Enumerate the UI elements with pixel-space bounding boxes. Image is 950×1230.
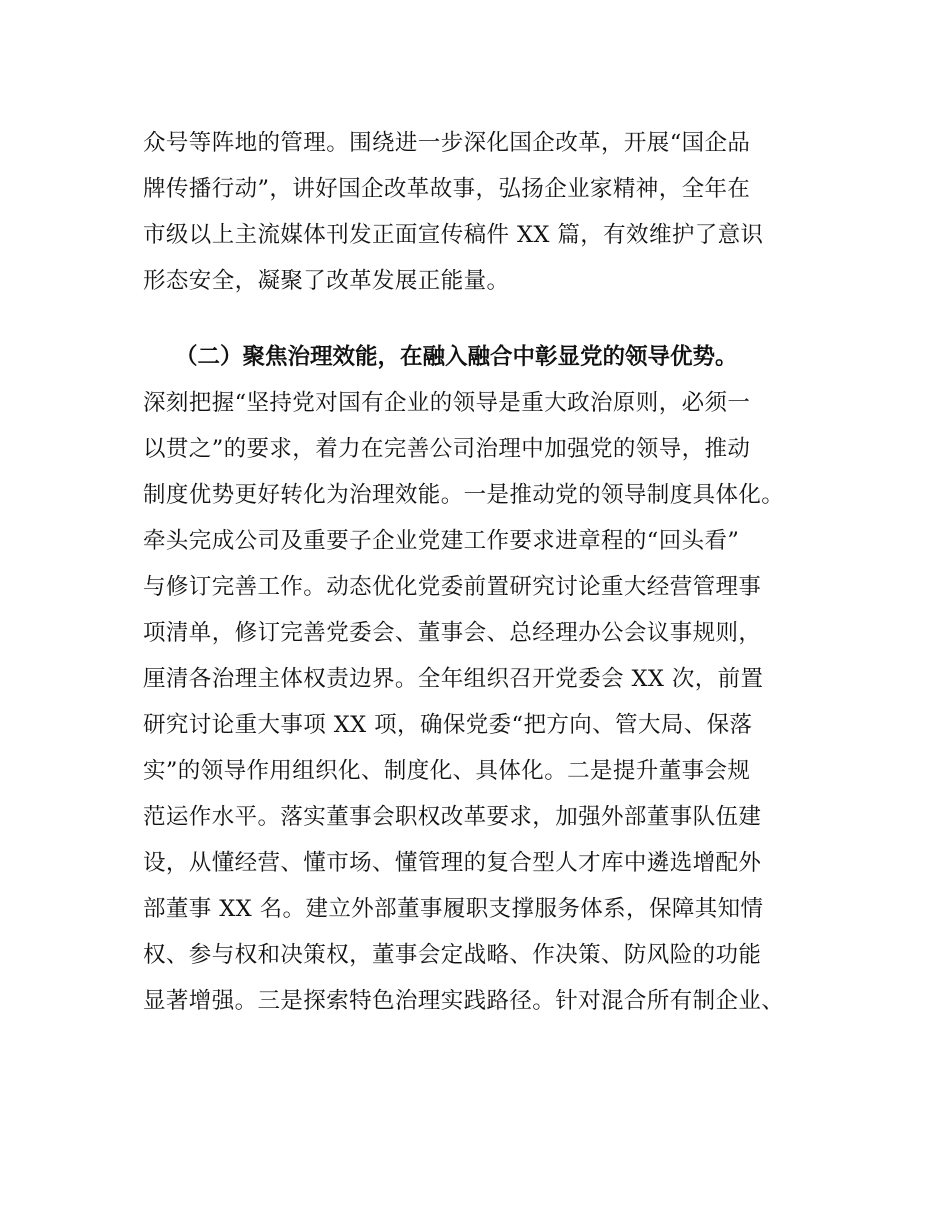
text-line: 范运作水平。落实董事会职权改革要求，加强外部董事队伍建 <box>143 804 762 830</box>
text-line: 实”的领导作用组织化、制度化、具体化。二是提升董事会规 <box>143 758 751 784</box>
text-line: 以贯之”的要求，着力在完善公司治理中加强党的领导，推动 <box>143 436 751 462</box>
text-line: 厘清各治理主体权责边界。全年组织召开党委会 XX 次，前置 <box>143 666 764 692</box>
text-line: 深刻把握“坚持党对国有企业的领导是重大政治原则，必须一 <box>143 390 751 416</box>
text-line: 显著增强。三是探索特色治理实践路径。针对混合所有制企业、 <box>143 988 785 1014</box>
text-line: 形态安全，凝聚了改革发展正能量。 <box>143 268 510 294</box>
text-line: 部董事 XX 名。建立外部董事履职支撑服务体系，保障其知情 <box>143 896 764 922</box>
text-line: 研究讨论重大事项 XX 项，确保党委“把方向、管大局、保落 <box>143 712 753 738</box>
text-line: 市级以上主流媒体刊发正面宣传稿件 XX 篇，有效维护了意识 <box>143 222 764 248</box>
text-line: 与修订完善工作。动态优化党委前置研究讨论重大经营管理事 <box>143 574 762 600</box>
text-line: 设，从懂经营、懂市场、懂管理的复合型人才库中遴选增配外 <box>143 850 762 876</box>
text-line: 项清单，修订完善党委会、董事会、总经理办公会议事规则， <box>143 620 762 646</box>
text-line: 制度优势更好转化为治理效能。一是推动党的领导制度具体化。 <box>143 482 785 508</box>
text-line: 权、参与权和决策权，董事会定战略、作决策、防风险的功能 <box>143 942 762 968</box>
section-heading: （二）聚焦治理效能，在融入融合中彰显党的领导优势。 <box>175 344 738 370</box>
text-line: 牵头完成公司及重要子企业党建工作要求进章程的“回头看” <box>143 528 740 554</box>
text-line: 牌传播行动”，讲好国企改革故事，弘扬企业家精神，全年在 <box>143 176 751 202</box>
text-line: 众号等阵地的管理。围绕进一步深化国企改革，开展“国企品 <box>143 130 751 156</box>
